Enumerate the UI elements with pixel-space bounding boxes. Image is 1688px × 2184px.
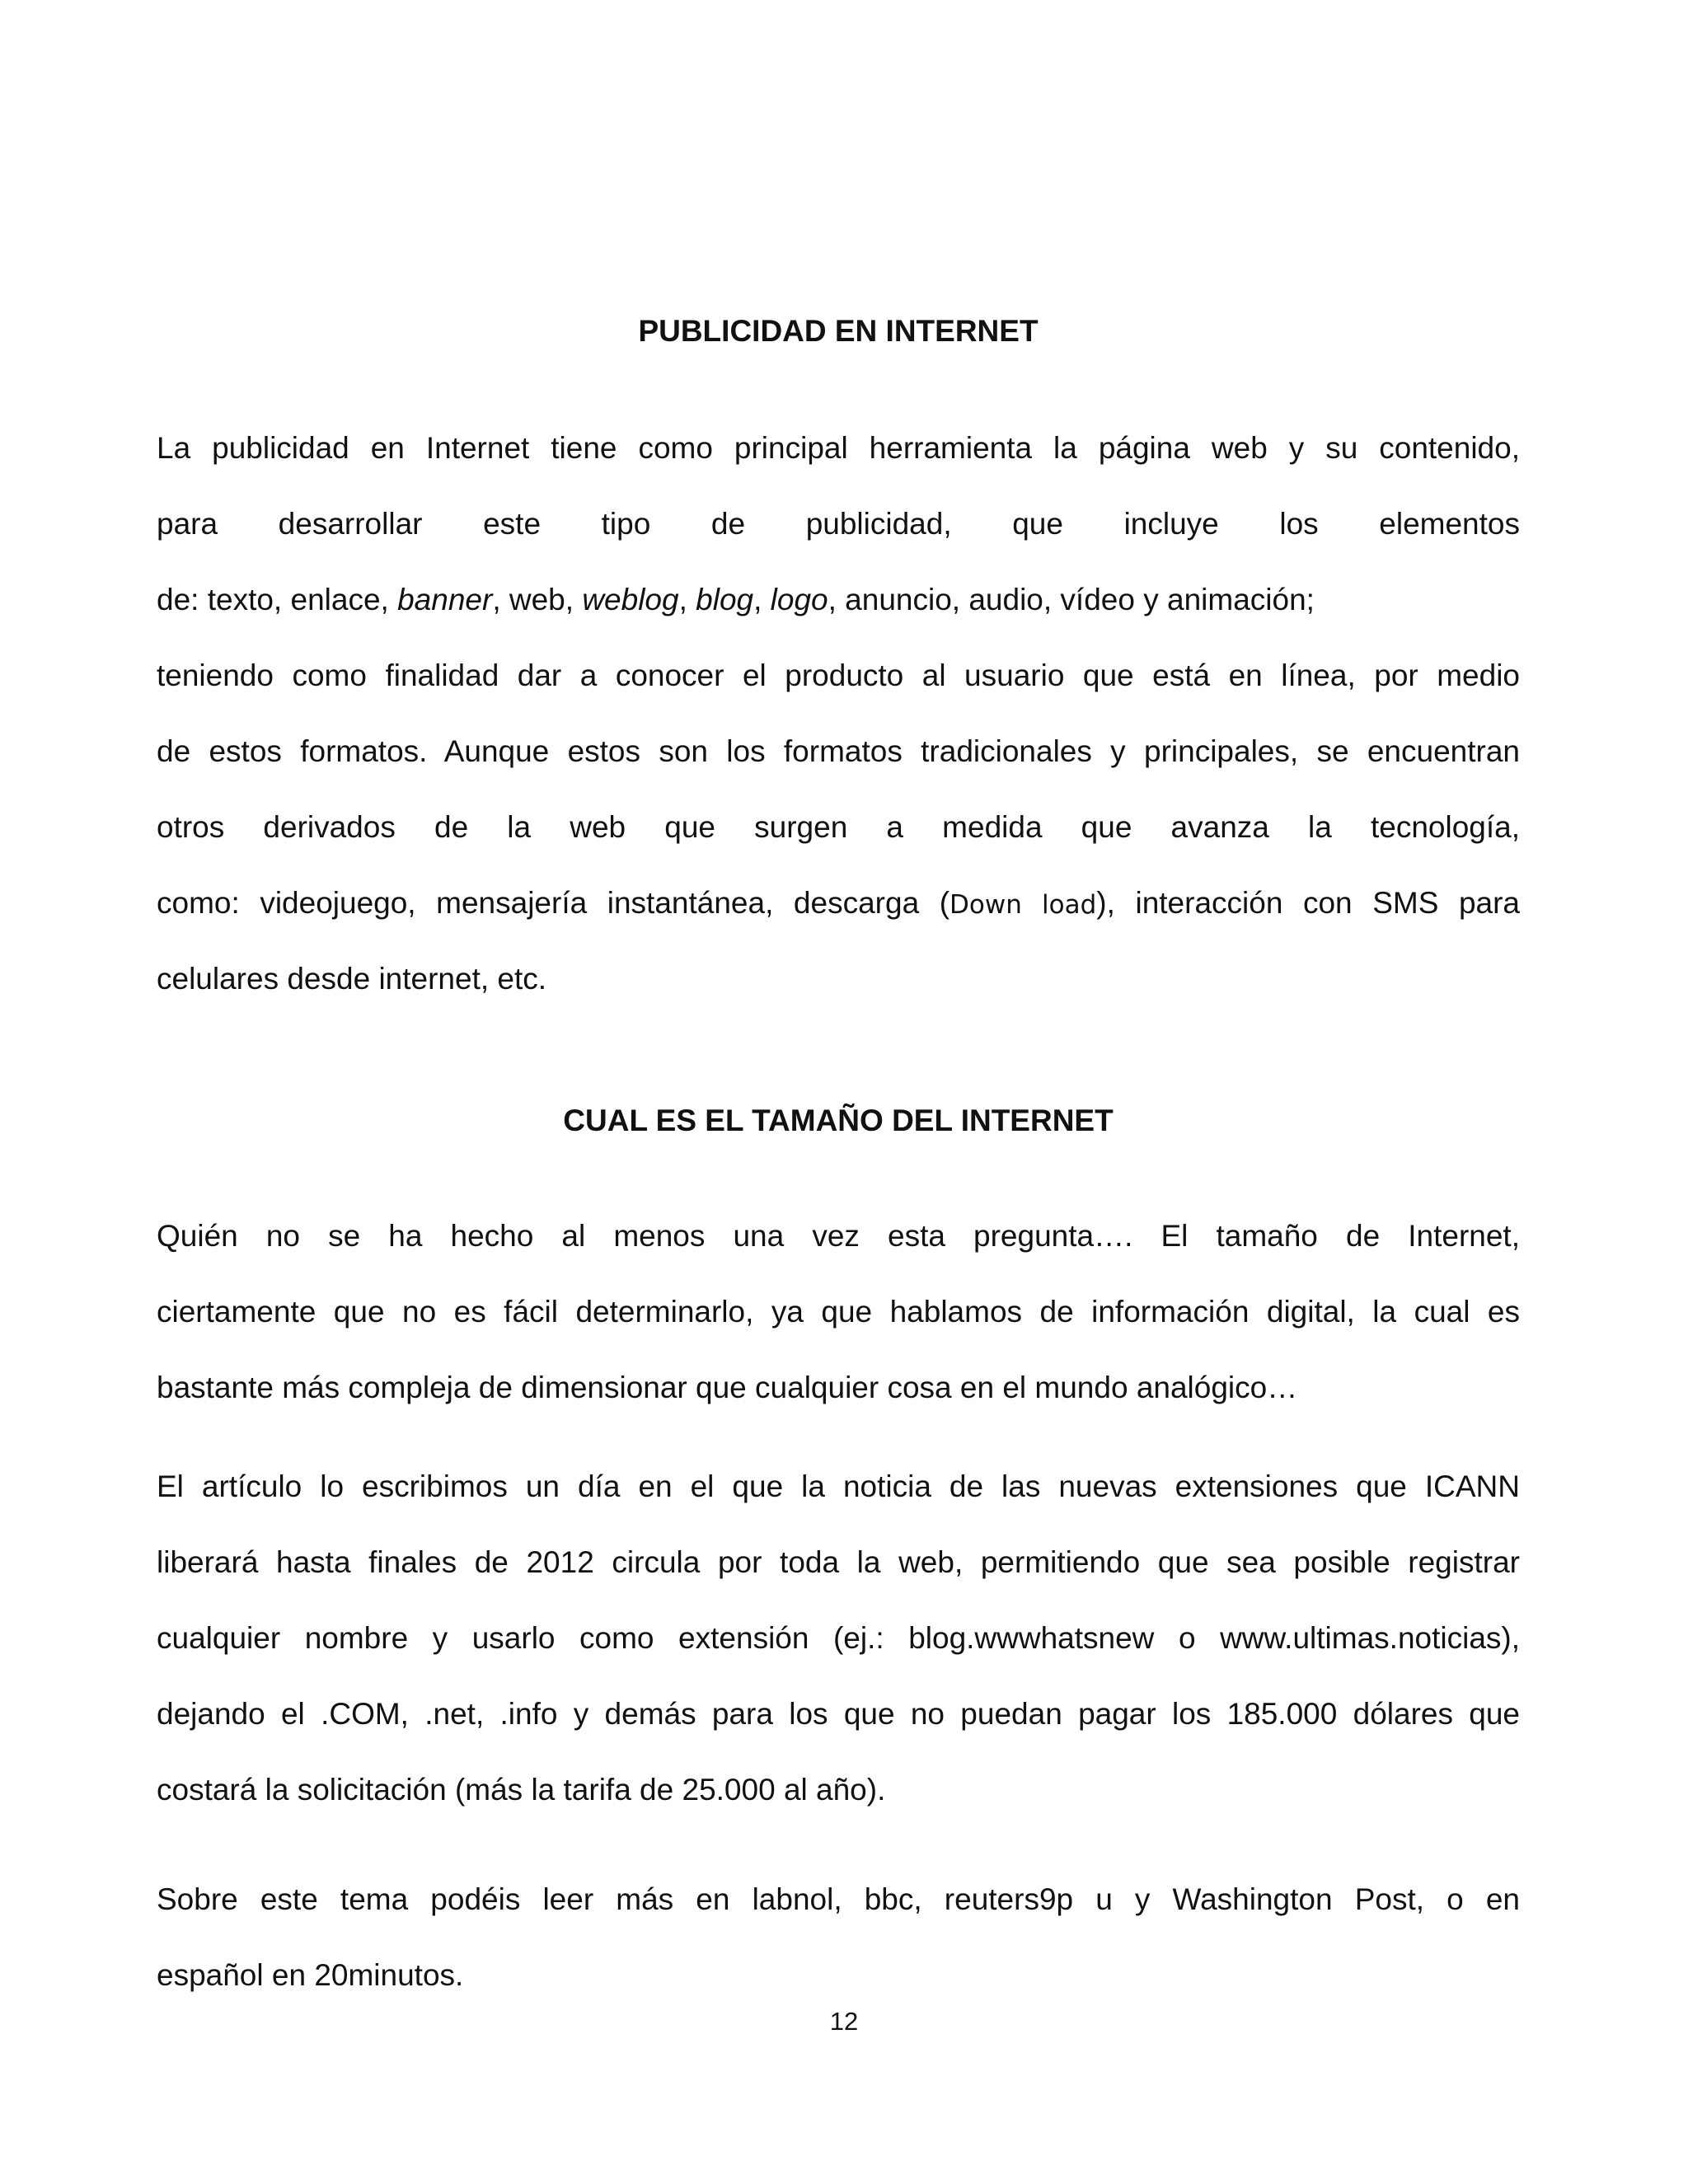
page-number: 12: [829, 2007, 859, 2036]
term-logo: logo: [770, 583, 828, 616]
line-text: de: texto, enlace,: [157, 583, 398, 616]
paragraph-publicidad: [157, 410, 1520, 1017]
paragraph-line: celulares desde internet, etc.: [157, 962, 547, 996]
paragraph-line: para desarrollar este tipo de publicidad, que incluye los elementos: [157, 507, 1520, 541]
paragraph-line: Quién no se ha hecho al menos una vez esta pregunta…. El tamaño de Internet,: [157, 1219, 1520, 1253]
paragraph-line-formats: [157, 562, 1520, 638]
paragraph-line: liberará hasta finales de 2012 circula por toda la web, permitiendo que sea posible registrar: [157, 1545, 1520, 1579]
paragraph-line: español en 20minutos.: [157, 1958, 464, 1992]
line-text: ,: [753, 583, 771, 616]
line-text: ,: [678, 583, 696, 616]
line-text: , anuncio, audio, vídeo y animación;: [828, 583, 1315, 616]
section-heading-tamano: CUAL ES EL TAMAÑO DEL INTERNET: [563, 1104, 1114, 1137]
term-weblog: weblog: [582, 583, 679, 616]
paragraph-line: bastante más compleja de dimensionar que cualquier cosa en el mundo analógico…: [157, 1371, 1298, 1404]
term-banner: banner: [397, 583, 493, 616]
paragraph-line: Sobre este tema podéis leer más en labnol, bbc, reuters9p u y Washington Post, o en: [157, 1882, 1520, 1916]
paragraph-line: de estos formatos. Aunque estos son los formatos tradicionales y principales, se encuentran: [157, 734, 1520, 768]
paragraph-line: ciertamente que no es fácil determinarlo, ya que hablamos de información digital, la cual es: [157, 1295, 1520, 1329]
paragraph-line: La publicidad en Internet tiene como principal herramienta la página web y su contenido,: [157, 431, 1520, 465]
paragraph-articulo: [157, 1449, 1520, 1828]
paragraph-pregunta: [157, 1198, 1520, 1426]
term-blog: blog: [696, 583, 754, 616]
section-heading-publicidad: PUBLICIDAD EN INTERNET: [638, 314, 1039, 348]
paragraph-sobre: [157, 1862, 1520, 2013]
paragraph-line-download: [157, 865, 1520, 941]
paragraph-line: otros derivados de la web que surgen a medida que avanza la tecnología,: [157, 810, 1520, 844]
paragraph-line: dejando el .COM, .net, .info y demás para los que no puedan pagar los 185.000 dólares que: [157, 1697, 1520, 1731]
line-text: , web,: [492, 583, 583, 616]
paragraph-line: teniendo como finalidad dar a conocer el producto al usuario que está en línea, por medio: [157, 658, 1520, 692]
line-text: como: videojuego, mensajería instantánea, descarga (: [157, 886, 950, 920]
line-text: ), interacción con SMS para: [1096, 886, 1520, 920]
paragraph-line: cualquier nombre y usarlo como extensión (ej.: blog.wwwhatsnew o www.ultimas.noticias),: [157, 1621, 1520, 1655]
term-download: Down load: [950, 890, 1097, 920]
paragraph-line: costará la solicitación (más la tarifa de 25.000 al año).: [157, 1773, 886, 1807]
paragraph-line: El artículo lo escribimos un día en el que la noticia de las nuevas extensiones que ICANN: [157, 1469, 1520, 1503]
